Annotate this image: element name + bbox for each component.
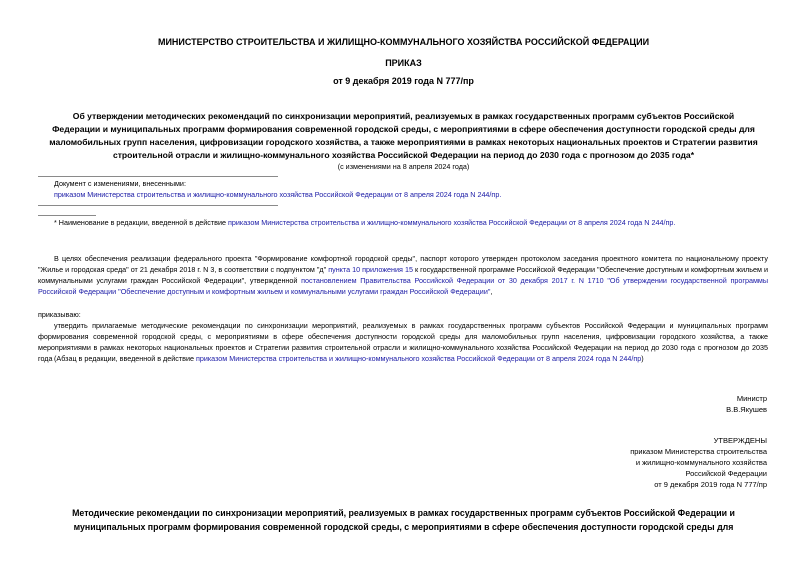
order-paragraph: утвердить прилагаемые методические рекомендации по синхронизации мероприятий, реализуемых в рамках государственных программ субъектов Российской Федерации и муниципальных программ формирования современной городской среды, с мероприятиями в сфере обеспечения доступности городской среды для маломобильных групп населения, цифровизации городского хозяйства, а также мероприятиями в рамках некоторых национальных проектов и Стратегии развития строительной отрасли и жилищно-коммунального хозяйства Российской Федерации на период до 2030 года с прогнозом до 2035 года <box>38 321 768 363</box>
doc-date-heading: от 9 декабря 2019 года N 777/пр <box>333 76 474 86</box>
title-line: Об утверждении методических рекомендаций по синхронизации мероприятий, реализуемых в рамках государственных программ субъектов Российской <box>72 111 735 121</box>
preamble-text: к государственной программе Российской Федерации "Обеспечение доступным и комфортным жильем и коммунальными услугами граждан Российской Федерации", утвержденной <box>38 265 769 285</box>
signature-position: Министр <box>736 394 767 403</box>
edit-note-suffix: ) <box>641 354 644 363</box>
edit-note-link[interactable]: приказом Министерства строительства и жилищно-коммунального хозяйства Российской Федерации от 8 апреля 2024 года N 244/пр <box>195 354 642 363</box>
edit-note-prefix: (Абзац в редакции, введенной в действие <box>54 354 196 363</box>
signature-block <box>726 393 767 415</box>
separator-rule <box>38 176 278 177</box>
approved-title: УТВЕРЖДЕНЫ <box>713 436 767 445</box>
footnote <box>54 217 675 228</box>
footnote-link[interactable]: приказом Министерства строительства и жилищно-коммунального хозяйства Российской Федерации от 8 апреля 2024 года N 244/пр. <box>228 218 676 227</box>
preamble-text: , <box>490 287 493 296</box>
approved-block <box>630 435 767 490</box>
footnote-rule <box>38 215 96 216</box>
separator-rule <box>38 205 278 206</box>
annex-title <box>20 506 787 534</box>
title-line: Федерации и муниципальных программ формирования современной городской среды, с мероприятиями в сфере обеспечения доступности городской среды для <box>52 124 755 134</box>
doc-changes-link[interactable]: приказом Министерства строительства и жилищно-коммунального хозяйства Российской Федерации от 8 апреля 2024 года N 244/пр. <box>54 190 502 199</box>
approved-line: от 9 декабря 2019 года N 777/пр <box>654 480 767 489</box>
preamble-link-annex[interactable]: пункта 10 приложения 15 <box>328 265 413 274</box>
approved-line: приказом Министерства строительства <box>630 447 767 456</box>
title-line: маломобильных групп населения, цифровизации городского хозяйства, а также мероприятиями в рамках некоторых национальных проектов и Стратегии развития <box>49 137 758 147</box>
annex-title-line: Методические рекомендации по синхронизации мероприятий, реализуемых в рамках государственных программ субъектов Российской Федерации и <box>72 508 735 518</box>
preamble-link-decree[interactable]: постановлением Правительства Российской Федерации от 30 декабря 2017 г. N 1710 "Об утверждении государственной программы Российской Федерации "Обеспечение доступным и комфортным жильем и коммунальными услугами граждан Российской Федерации" <box>38 276 768 296</box>
document-title <box>20 110 787 162</box>
order-label: приказываю: <box>38 310 81 319</box>
doc-type-heading: ПРИКАЗ <box>385 58 422 68</box>
annex-title-line: муниципальных программ формирования современной городской среды, с мероприятиями в сфере обеспечения доступности городской среды для <box>73 522 734 532</box>
signature-name: В.В.Якушев <box>726 405 767 414</box>
footnote-prefix: * Наименование в редакции, введенной в действие <box>54 218 229 227</box>
approved-line: Российской Федерации <box>685 469 767 478</box>
changes-note: (с изменениями на 8 апреля 2024 года) <box>337 162 470 171</box>
preamble-text: В целях обеспечения реализации федерального проекта "Формирование комфортной городской среды", паспорт которого утвержден протоколом заседания проектного комитета по национальному проекту "Жилье и городская среда" от 21 декабря 2018 г. N 3, в соответствии с подпунктом "д" <box>38 254 768 274</box>
order-edit-note <box>54 353 644 364</box>
title-line: строительной отрасли и жилищно-коммунального хозяйства Российской Федерации на период до 2030 года с прогнозом до 2035 года* <box>112 150 695 160</box>
preamble-paragraph <box>38 253 768 297</box>
ministry-heading: МИНИСТЕРСТВО СТРОИТЕЛЬСТВА И ЖИЛИЩНО-КОММУНАЛЬНОГО ХОЗЯЙСТВА РОССИЙСКОЙ ФЕДЕРАЦИИ <box>157 37 650 47</box>
approved-line: и жилищно-коммунального хозяйства <box>635 458 767 467</box>
doc-changes-label: Документ с изменениями, внесенными: <box>54 179 186 188</box>
